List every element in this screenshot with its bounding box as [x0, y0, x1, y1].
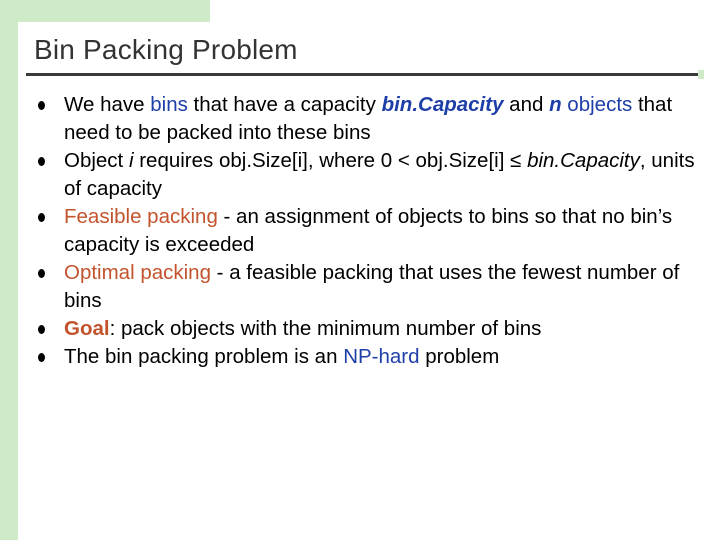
- bullet-item: [38, 203, 708, 259]
- bullet-list: [38, 91, 708, 371]
- bullet-dot-icon: [38, 157, 45, 166]
- bullet-text-run: problem: [419, 345, 500, 368]
- bullet-text-run: , units of capacity: [64, 149, 695, 200]
- decorative-left-band: [0, 0, 18, 540]
- bullet-dot-icon: [38, 353, 45, 362]
- bullet-item: [38, 91, 708, 147]
- slide-title: Bin Packing Problem: [34, 34, 298, 65]
- bullet-dot-icon: [38, 325, 45, 334]
- bullet-text-run: requires obj.Size[i], where 0 < obj.Size[i] ≤: [133, 149, 528, 172]
- bullet-text-run: i: [128, 149, 134, 172]
- bullet-text-run: bin.Capacity: [381, 93, 504, 116]
- title-underline: [26, 73, 698, 76]
- bullet-text-run: objects: [561, 93, 633, 116]
- bullet-text-run: Goal: [64, 317, 110, 340]
- bullet-item: [38, 259, 708, 315]
- bullet-text-run: - a feasible packing that uses the fewest number of bins: [64, 261, 680, 312]
- bullet-text-run: Object: [64, 149, 129, 172]
- bullet-text-run: The bin packing problem is an: [64, 345, 344, 368]
- bullet-item: [38, 147, 708, 203]
- bullet-item: [38, 343, 708, 371]
- bullet-dot-icon: [38, 269, 45, 278]
- bullet-text-run: bins: [150, 93, 188, 116]
- decorative-top-band: [0, 0, 210, 22]
- bullet-text-run: n: [549, 93, 562, 116]
- bullet-text-run: Optimal packing: [64, 261, 211, 284]
- bullet-dot-icon: [38, 101, 45, 110]
- bullet-text-run: that have a capacity: [187, 93, 382, 116]
- bullet-text-run: and: [503, 93, 550, 116]
- bullet-text-run: bin.Capacity: [527, 149, 640, 172]
- bullet-text-run: that need to be packed into these bins: [64, 93, 673, 144]
- bullet-text-run: : pack objects with the minimum number of bins: [109, 317, 542, 340]
- bullet-text-run: - an assignment of objects to bins so that no bin’s capacity is exceeded: [64, 205, 673, 256]
- bullet-item: [38, 315, 708, 343]
- bullet-text-run: We have: [64, 93, 151, 116]
- bullet-text-run: Feasible packing: [64, 205, 218, 228]
- bullet-dot-icon: [38, 213, 45, 222]
- bullet-text-run: NP-hard: [343, 345, 420, 368]
- title-underline-end: [698, 70, 704, 79]
